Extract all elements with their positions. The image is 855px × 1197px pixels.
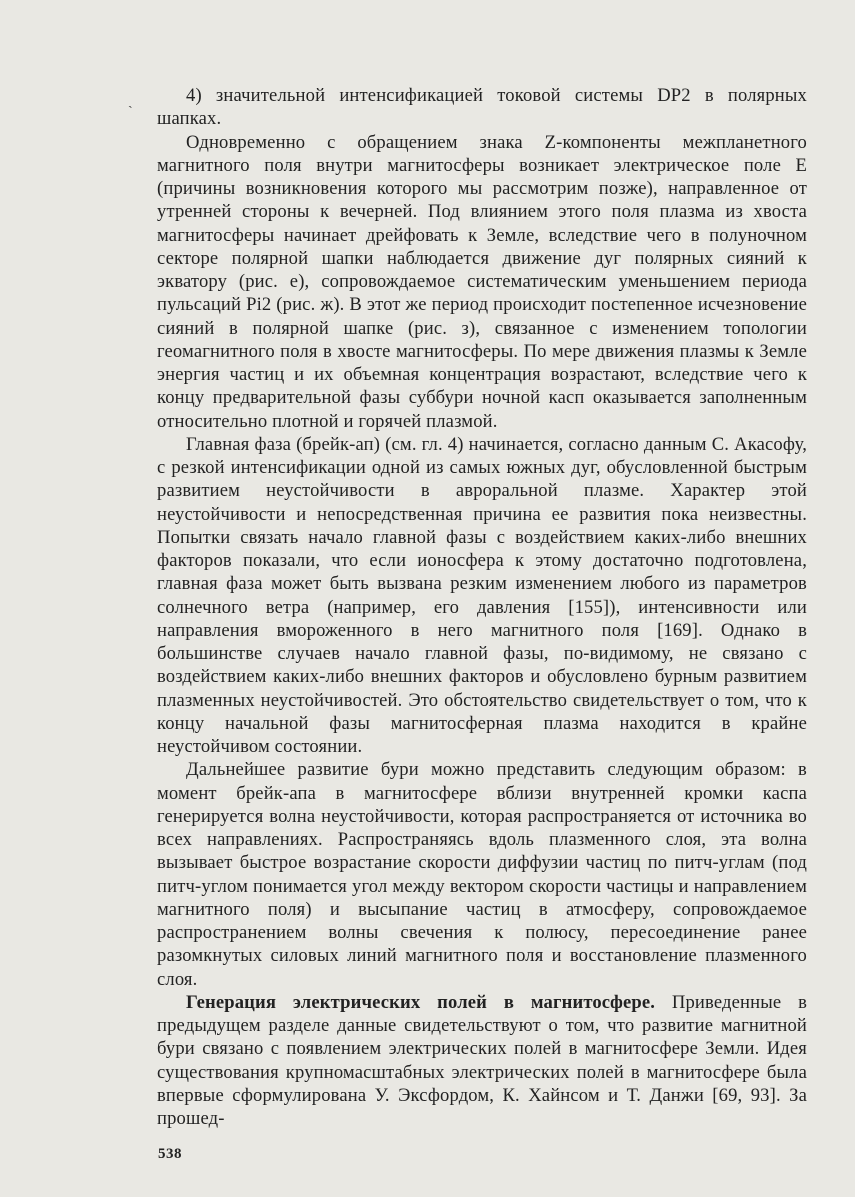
section-heading: Генерация электрических полей в магнитосфере. (186, 991, 656, 1013)
paragraph-further-development (157, 758, 807, 991)
paragraph-main-phase (157, 433, 807, 759)
margin-mark: ˏ (128, 94, 133, 109)
paragraph-text: Приведенные в предыдущем разделе данные свидетельствуют о том, что развитие магнитной бури связано с появлением электрических полей в магнитосфере Земли. Идея существования крупномасштабных электрических полей в магнитосфере была впервые сформулирована У. Эксфордом, К. Хайнсом и Т. Данжи [69, 93]. За прошед- (157, 991, 807, 1129)
paragraph-preliminary-phase (157, 131, 807, 433)
paragraph-list-item-4 (157, 84, 807, 131)
paragraph-text: Дальнейшее развитие бури можно представить следующим образом: в момент брейк-апа в магнитосфере вблизи внутренней кромки каспа генерируется волна неустойчивости, которая распространяется от источника во всех направлениях. Распространяясь вдоль плазменного слоя, эта волна вызывает быстрое возрастание скорости диффузии частиц по питч-углам (под питч-углом понимается угол между вектором скорости частицы и направлением магнитного поля) и высыпание частиц в атмосферу, сопровождаемое распространением волны свечения к полюсу, пересоединение ранее разомкнутых силовых линий магнитного поля и восстановление плазменного слоя. (157, 759, 807, 990)
paragraph-text: Одновременно с обращением знака Z-компоненты межпланетного магнитного поля внутри магнитосферы возникает электрическое поле E (причины возникновения которого мы рассмотрим позже), направленное от утренней стороны к вечерней. Под влиянием этого поля плазма из хвоста магнитосферы начинает дрейфовать к Земле, вследствие чего в полуночном секторе полярной шапки наблюдается движение дуг полярных сияний к экватору (рис. е), сопровождаемое систематическим уменьшением периода пульсаций Pi2 (рис. ж). В этот же период происходит постепенное исчезновение сияний в полярной шапке (рис. з), связанное с изменением топологии геомагнитного поля в хвосте магнитосферы. По мере движения плазмы к Земле энергия частиц и их объемная концентрация возрастают, вследствие чего к концу предварительной фазы суббури ночной касп оказывается заполненным относительно плотной и горячей плазмой. (157, 131, 807, 432)
paragraph-text: 4) значительной интенсификацией токовой системы DP2 в полярных шапках. (157, 85, 807, 130)
paragraph-electric-fields (157, 991, 807, 1131)
page-number: 538 (158, 1146, 182, 1162)
paragraph-text: Главная фаза (брейк-ап) (см. гл. 4) начинается, согласно данным С. Акасофу, с резкой интенсификации одной из самых южных дуг, обусловленной быстрым развитием неустойчивости в авроральной плазме. Характер этой неустойчивости и непосредственная причина ее развития пока неизвестны. Попытки связать начало главной фазы с воздействием каких-либо внешних факторов показали, что если ионосфера к этому достаточно подготовлена, главная фаза может быть вызвана резким изменением любого из параметров солнечного ветра (например, его давления [155]), интенсивности или направления вмороженного в него магнитного поля [169]. Однако в большинстве случаев начало главной фазы, по-видимому, не связано с воздействием каких-либо внешних факторов и обусловлено бурным развитием плазменных неустойчивостей. Это обстоятельство свидетельствует о том, что к концу начальной фазы магнитосферная плазма находится в крайне неустойчивом состоянии. (157, 433, 807, 757)
text-body (157, 84, 807, 1130)
